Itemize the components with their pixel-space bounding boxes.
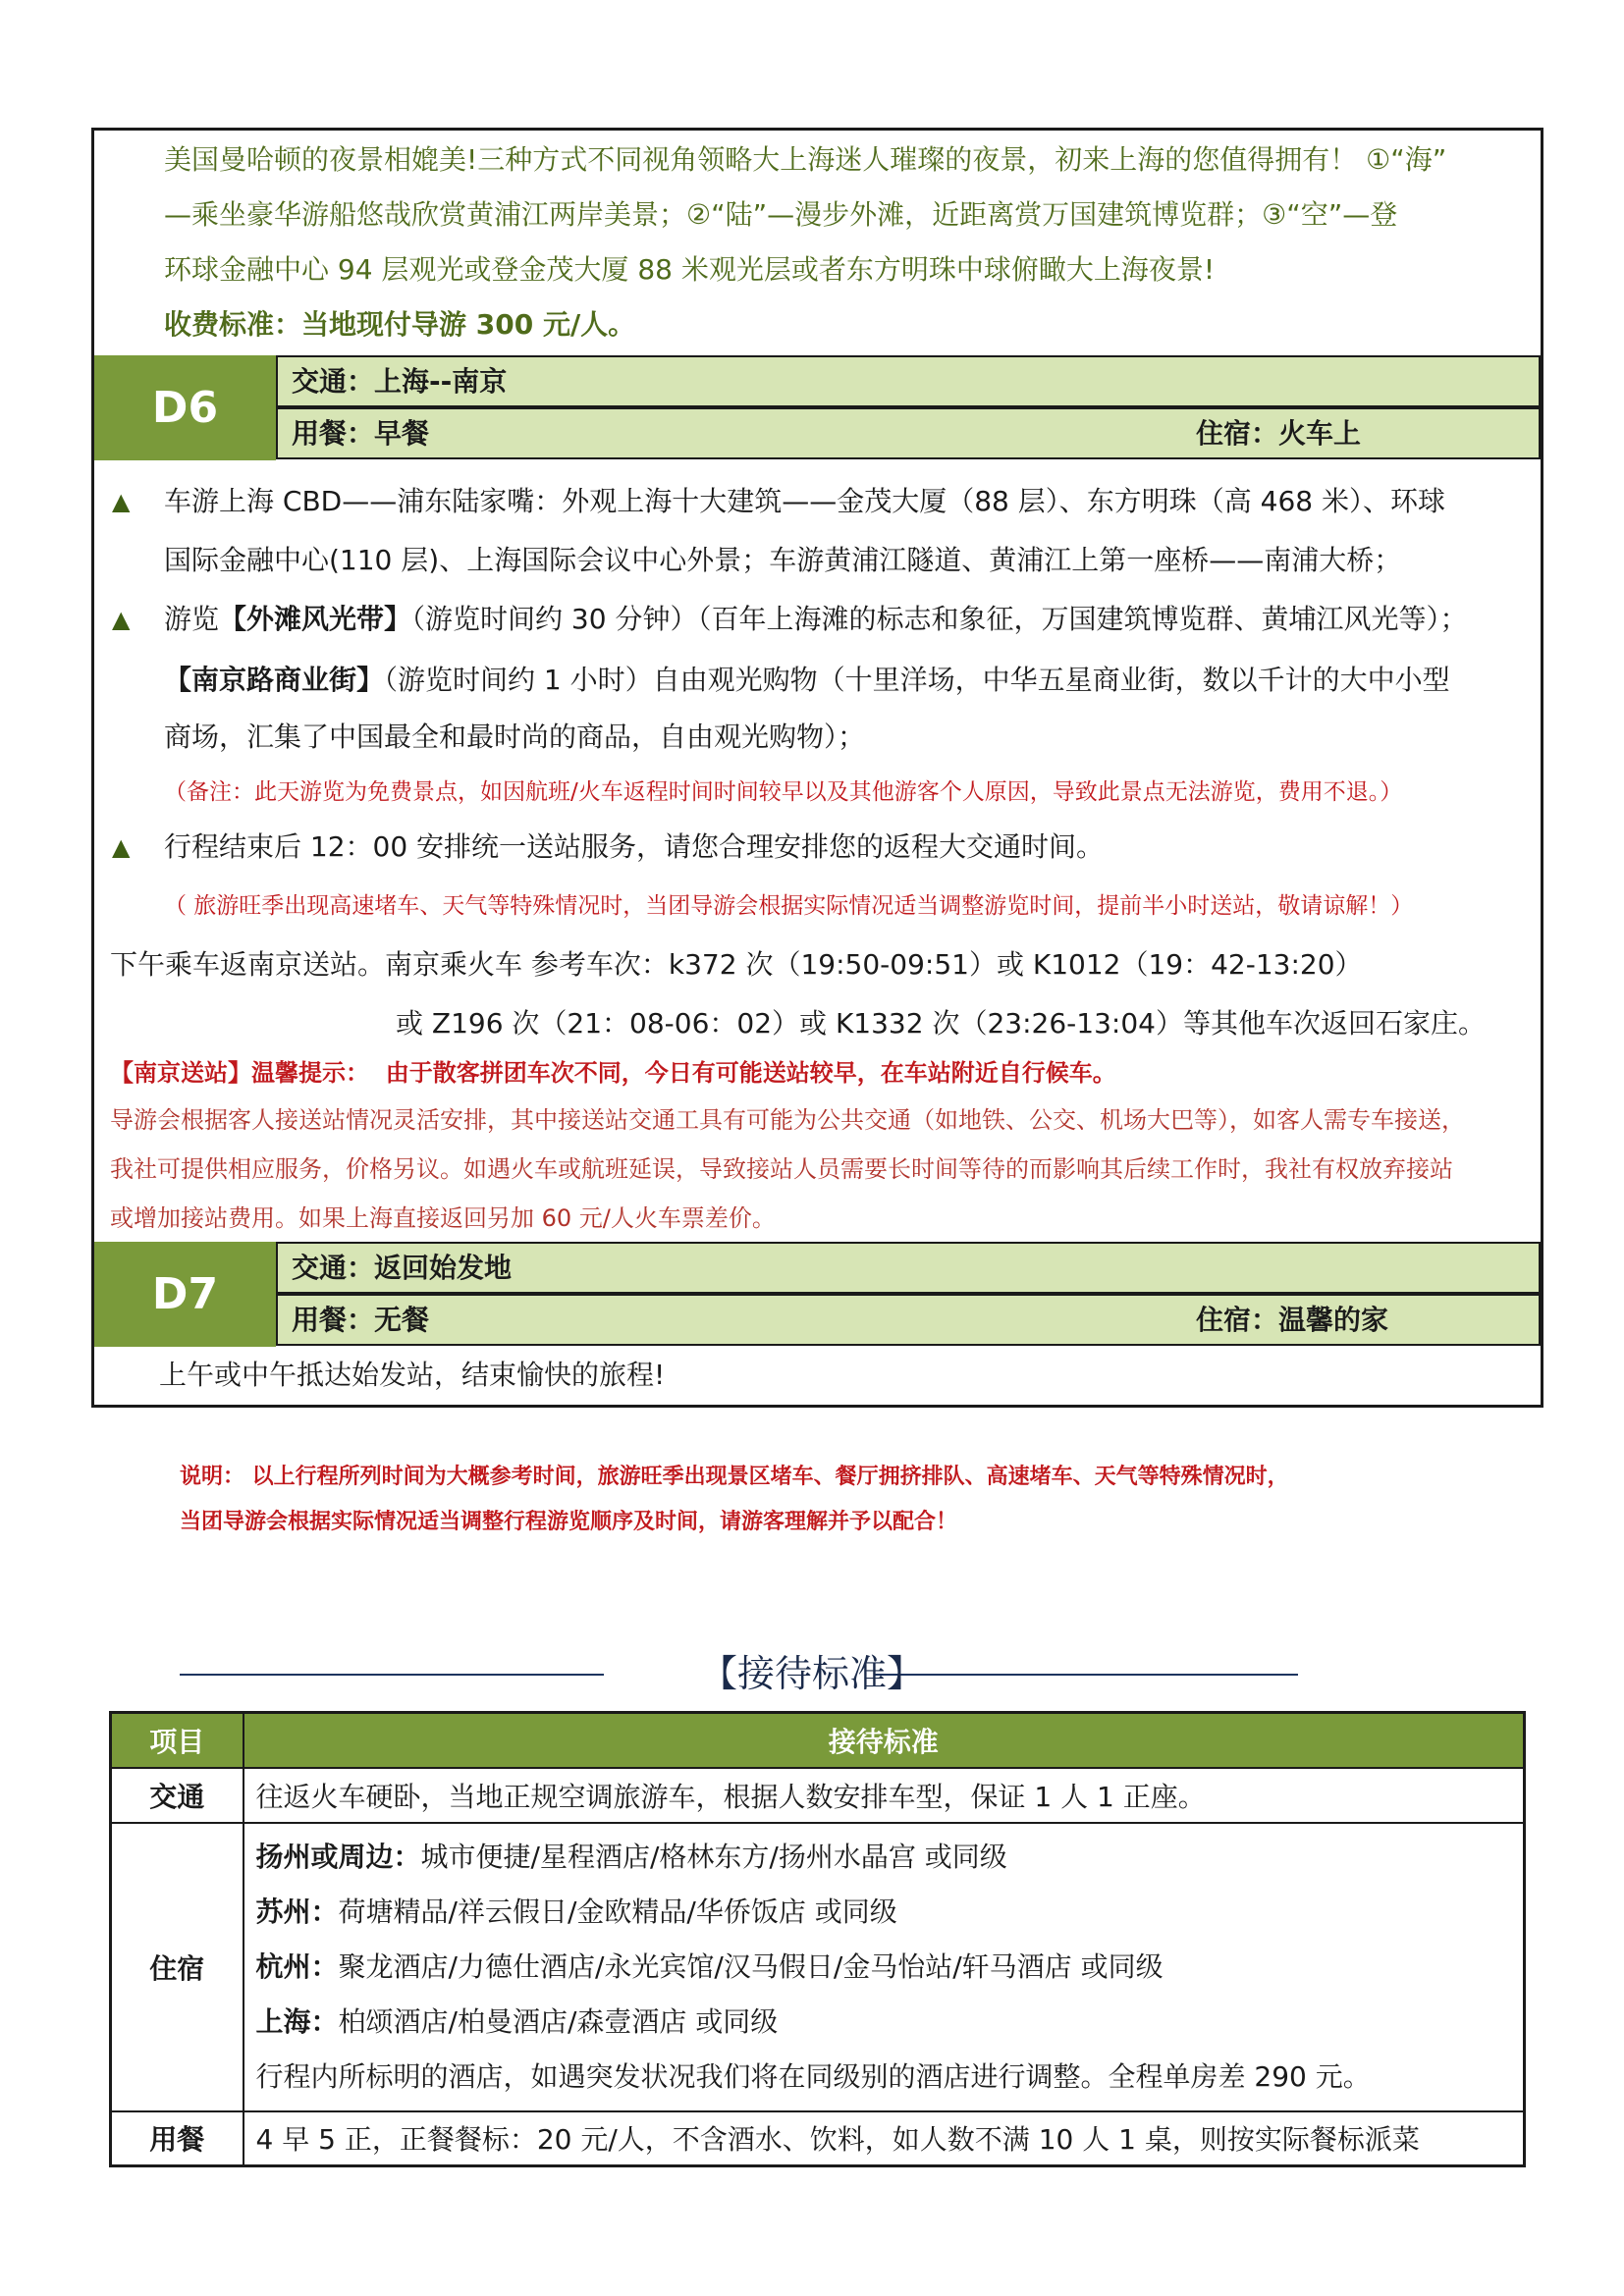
bullet-1: ▲ [112,488,131,515]
d6-train-line2: 或 Z196 次（21：08-06：02）或 K1332 次（23:26-13:04）等其他车次返回石家庄。 [396,1007,1486,1040]
d6-guide-line3: 或增加接站费用。如果上海直接返回另加 60 元/人火车票差价。 [110,1204,776,1232]
hotel-note: 行程内所标明的酒店，如遇突发状况我们将在同级别的酒店进行调整。全程单房差 290 元。 [255,2059,1371,2093]
d6-tip-text: 由于散客拼团车次不同，今日有可能送站较早，在车站附近自行候车。 [385,1059,1116,1087]
hotel-shanghai-list: 柏颂酒店/柏曼酒店/森壹酒店 或同级 [338,2004,779,2038]
standards-table [109,1711,1526,2167]
d6-item1-line2: 国际金融中心(110 层)、上海国际会议中心外景；车游黄浦江隧道、黄浦江上第一座桥——南浦大桥； [164,544,1402,576]
table-header-row [111,1713,1525,1768]
d7-day-label: D7 [94,1242,276,1347]
d6-item2-nanjing-road: 【南京路商业街】 [164,664,385,696]
hotel-yangzhou [256,1830,1524,1885]
bullet-3: ▲ [112,833,131,861]
hotel-yangzhou-city: 扬州或周边： [255,1840,421,1873]
hotel-hangzhou-city: 杭州： [255,1949,339,1983]
hotel-cell [244,1823,1525,2111]
d6-guide-line1: 导游会根据客人接送站情况灵活安排，其中接送站交通工具有可能为公共交通（如地铁、公交、机场大巴等），如客人需专车接送， [110,1106,1465,1134]
d6-transport: 交通：上海--南京 [292,365,508,398]
header-item: 项目 [111,1713,244,1768]
d6-remark: （备注：此天游览为免费景点，如因航班/火车返程时间时间较早以及其他游客个人原因，导致此景点无法游览，费用不退。） [164,779,1403,805]
d6-item2-line3: 商场，汇集了中国最全和最时尚的商品，自由观光购物）； [164,721,866,753]
itinerary-frame [91,128,1543,1408]
d6-meal-row [276,407,1541,459]
traffic-label: 交通 [111,1768,244,1823]
table-row-traffic [111,1768,1525,1823]
d6-day-label: D6 [94,355,276,460]
notice-line-1: 说明： 以上行程所列时间为大概参考时间，旅游旺季出现景区堵车、餐厅拥挤排队、高速堵车、天气等特殊情况时， [180,1465,1289,1489]
d6-item1-line1: 车游上海 CBD——浦东陆家嘴：外观上海十大建筑——金茂大厦（88 层）、东方明珠（高 468 米）、环球 [164,485,1445,517]
d6-train-line1: 下午乘车返南京送站。南京乘火车 参考车次：k372 次（19:50-09:51）或 K1012（19：42-13:20） [110,948,1363,981]
table-row-meal [111,2111,1525,2166]
d7-meals: 用餐：无餐 [292,1304,430,1336]
meal-text: 4 早 5 正，正餐餐标：20 元/人，不含酒水、饮料，如人数不满 10 人 1 桌，则按实际餐标派菜 [244,2111,1525,2166]
d7-text: 上午或中午抵达始发站，结束愉快的旅程! [159,1359,666,1391]
d6-item2-line2-rest: （游览时间约 1 小时）自由观光购物（十里洋场，中华五星商业街，数以千计的大中小型 [384,664,1450,696]
d6-item2-line1 [164,600,1467,639]
bullet-2: ▲ [112,606,131,633]
d6-tip-label: 【南京送站】温馨提示： [110,1059,369,1087]
hotel-suzhou-city: 苏州： [255,1895,339,1928]
d7-transport: 交通：返回始发地 [292,1252,513,1284]
meal-label: 用餐 [111,2111,244,2166]
d6-item2-rest: （游览时间约 30 分钟）（百年上海滩的标志和象征，万国建筑博览群、黄埔江风光等）； [411,603,1468,635]
d6-remark2: （ 旅游旺季出现高速堵车、天气等特殊情况时，当团导游会根据实际情况适当调整游览时间，提前半小时送站，敬请谅解！） [164,893,1414,919]
top-line-2: —乘坐豪华游船悠哉欣赏黄浦江两岸美景；②“陆”—漫步外滩，近距离赏万国建筑博览群；③“空”—登 [164,198,1398,231]
d6-guide-line2: 我社可提供相应服务，价格另议。如遇火车或航班延误，导致接站人员需要长时间等待的而影响其后续工作时，我社有权放弃接站 [110,1155,1453,1183]
hotel-hangzhou [256,1940,1524,1995]
d7-header [94,1242,1541,1347]
d6-transport-row [276,355,1541,407]
d6-lodging: 住宿：火车上 [1196,417,1362,450]
hotel-hangzhou-list: 聚龙酒店/力德仕酒店/永光宾馆/汉马假日/金马怡站/轩马酒店 或同级 [338,1949,1164,1983]
hotel-shanghai-city: 上海： [255,2004,339,2038]
header-standard: 接待标准 [244,1713,1525,1768]
hotel-shanghai [256,1995,1524,2050]
notice-line-2: 当团导游会根据实际情况适当调整行程游览顺序及时间，请游客理解并予以配合！ [180,1510,958,1534]
table-row-hotel [111,1823,1525,2111]
d6-item2-line2 [164,661,1450,700]
d6-header [94,355,1541,460]
d6-tip [110,1053,1116,1093]
top-line-3: 环球金融中心 94 层观光或登金茂大厦 88 米观光层或者东方明珠中球俯瞰大上海夜景! [164,253,1216,286]
top-line-1: 美国曼哈顿的夜景相媲美!三种方式不同视角领略大上海迷人璀璨的夜景，初来上海的您值得拥有！ ①“海” [164,143,1447,176]
hotel-yangzhou-list: 城市便捷/星程酒店/格林东方/扬州水晶宫 或同级 [420,1840,1007,1873]
d7-lodging: 住宿：温馨的家 [1196,1304,1389,1336]
d6-meals: 用餐：早餐 [292,417,430,450]
standards-title: 【接待标准】 [699,1652,924,1695]
hotel-suzhou-list: 荷塘精品/祥云假日/金欧精品/华侨饭店 或同级 [338,1895,897,1928]
traffic-text: 往返火车硬卧，当地正规空调旅游车，根据人数安排车型，保证 1 人 1 正座。 [244,1768,1525,1823]
d6-item3: 行程结束后 12：00 安排统一送站服务，请您合理安排您的返程大交通时间。 [164,830,1105,863]
d7-meal-row [276,1294,1541,1346]
d6-item2-prefix: 游览 [164,603,220,635]
d6-item2-bund: 【外滩风光带】 [219,603,412,635]
top-fee: 收费标准：当地现付导游 300 元/人。 [164,308,636,341]
d7-transport-row [276,1242,1541,1294]
hotel-suzhou [256,1885,1524,1940]
hotel-label: 住宿 [111,1823,244,2111]
